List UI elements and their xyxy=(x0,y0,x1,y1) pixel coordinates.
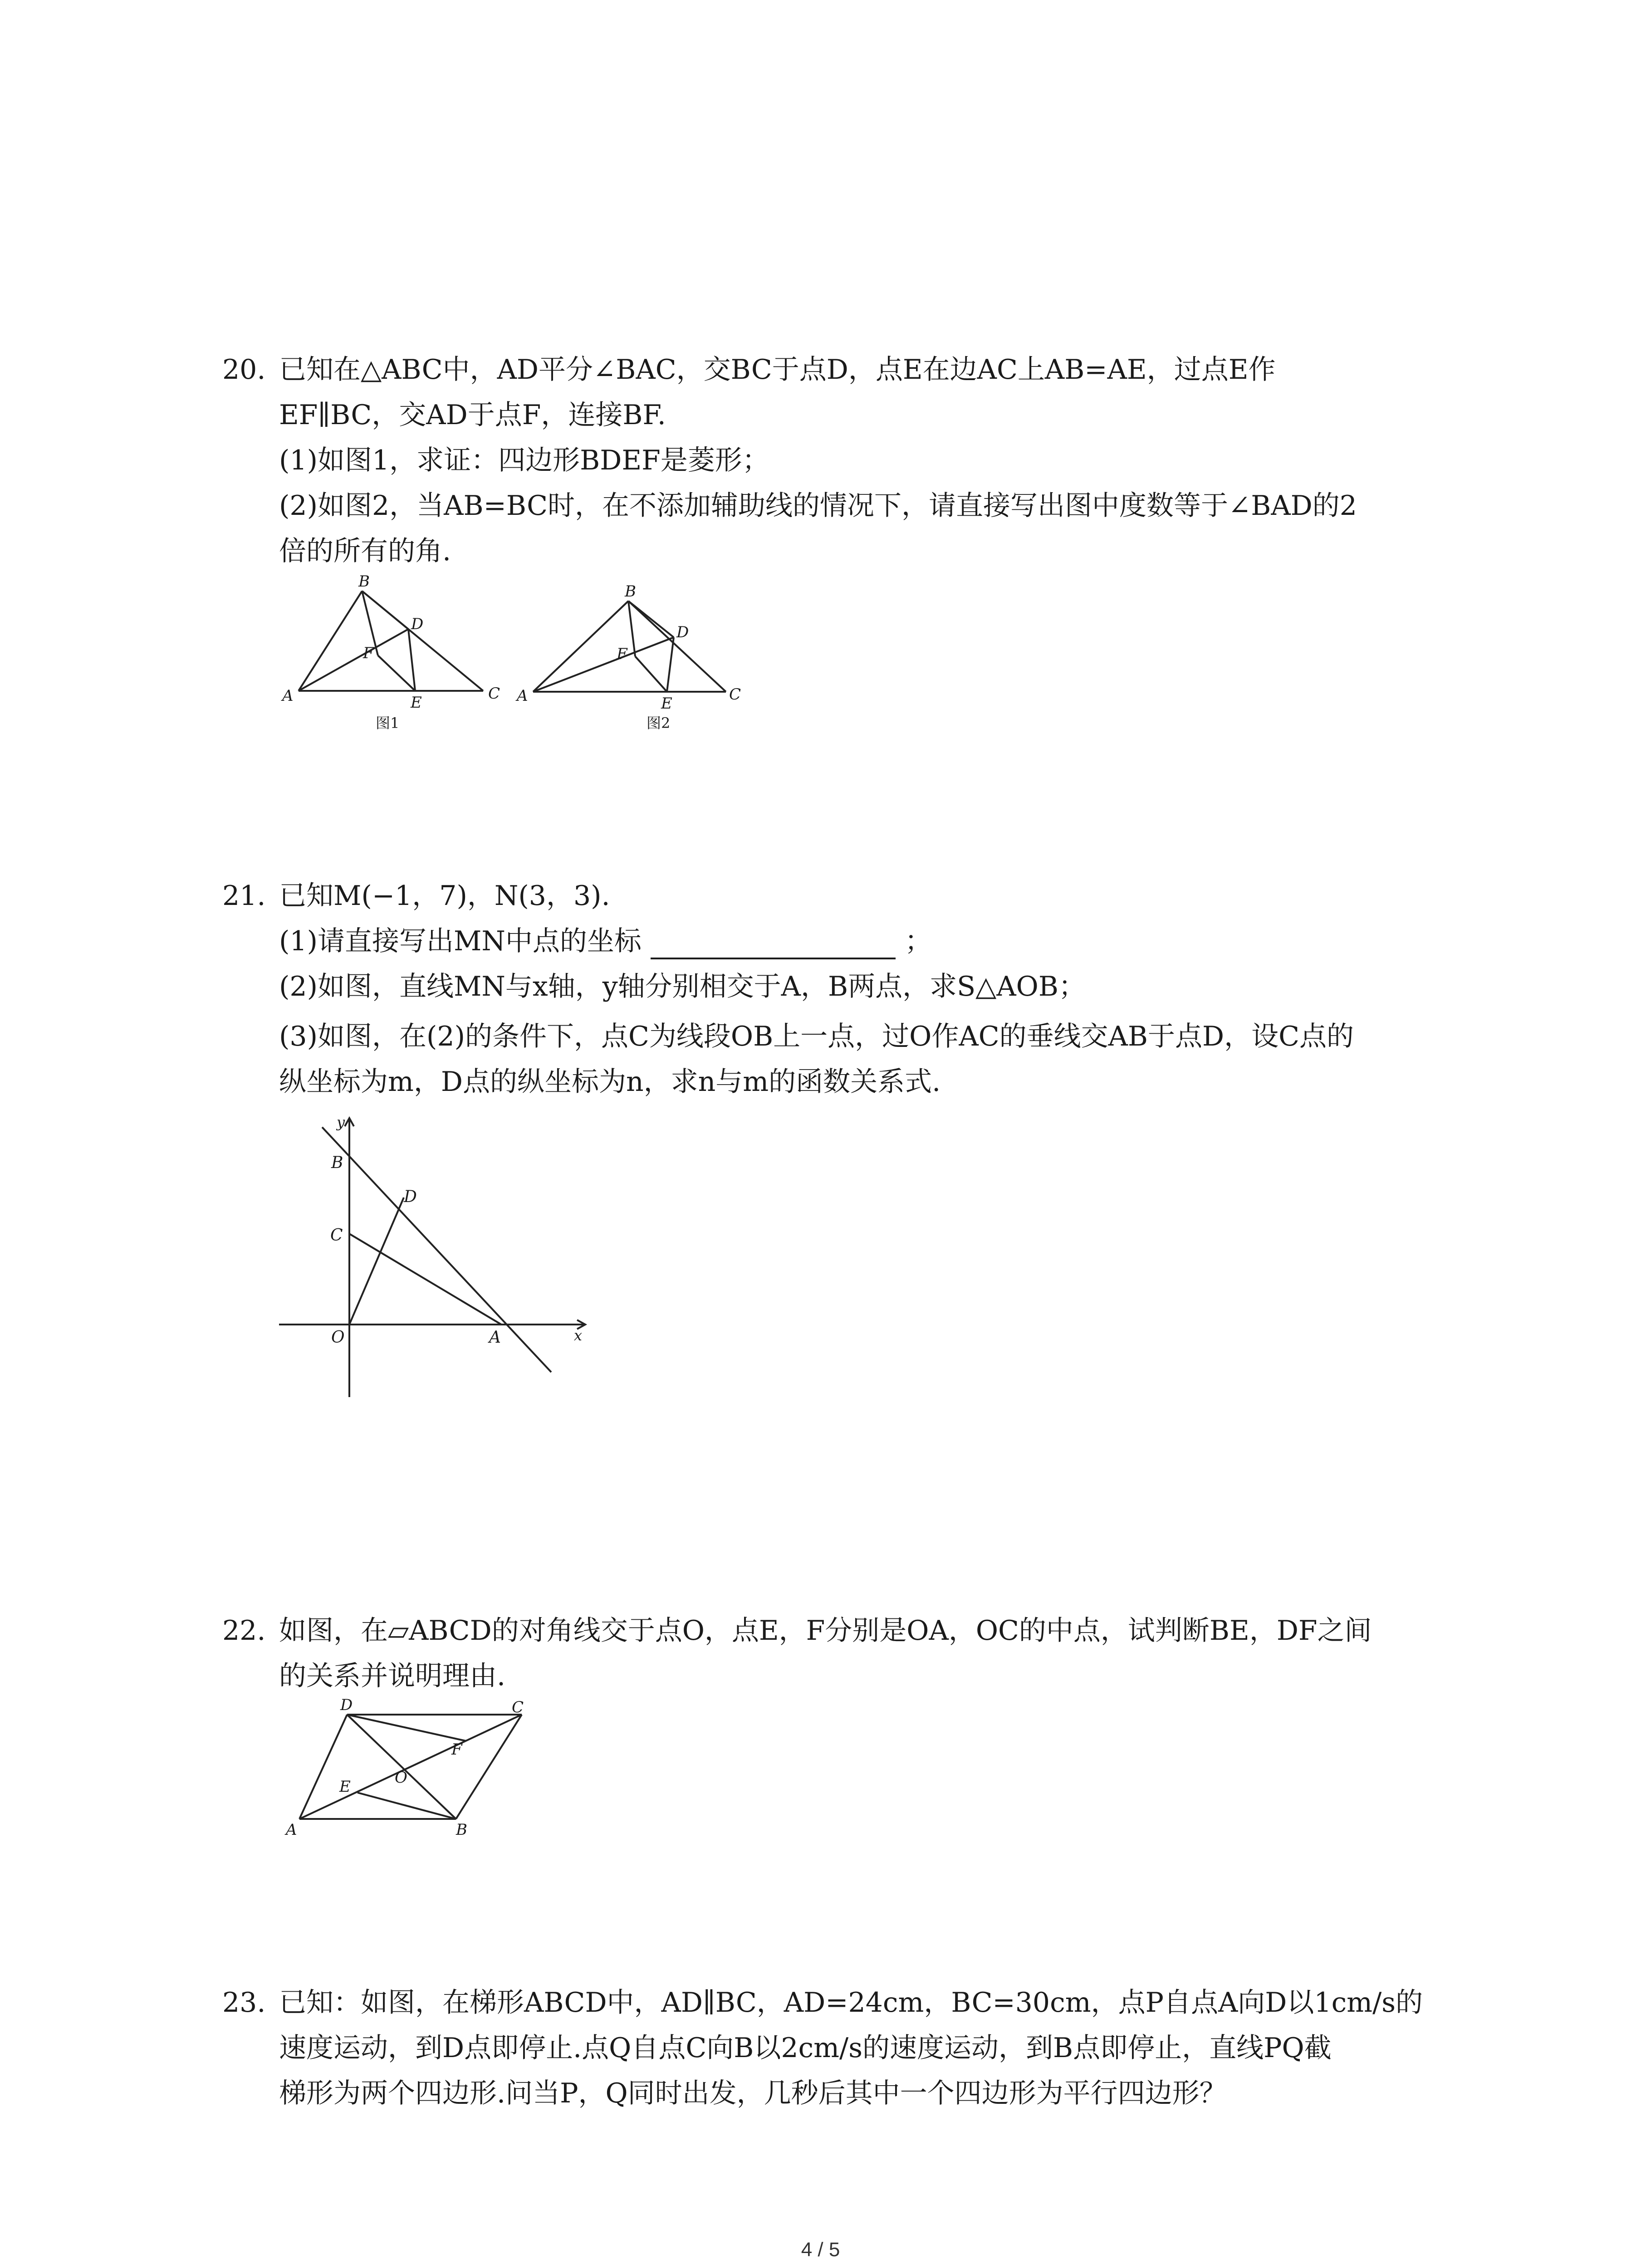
point-label-C: C xyxy=(488,684,500,703)
question-number: 20. xyxy=(222,354,266,386)
point-label-D: D xyxy=(676,623,689,641)
point-label-B: B xyxy=(331,1154,343,1172)
point-label-E: E xyxy=(661,694,672,713)
question-text-part: ； xyxy=(904,925,932,957)
point-label-C: C xyxy=(729,685,741,704)
question-text-line: 梯形为两个四边形.问当P，Q同时出发，几秒后其中一个四边形为平行四边形？ xyxy=(279,2077,1227,2109)
question-number: 21. xyxy=(222,880,266,912)
point-label-B: B xyxy=(358,572,370,591)
point-label-O: O xyxy=(331,1328,345,1347)
figure-caption: 图2 xyxy=(647,714,671,732)
page-number: 4 / 5 xyxy=(801,2239,840,2261)
point-label-A: A xyxy=(489,1328,501,1347)
question-text-line: 如图，在▱ABCD的对角线交于点O，点E，F分别是OA，OC的中点，试判断BE，DF之间 xyxy=(279,1615,1372,1647)
question-number: 22. xyxy=(222,1615,266,1647)
point-label-B: B xyxy=(456,1821,467,1839)
question-text-line xyxy=(279,923,932,959)
x-axis-label: x xyxy=(574,1327,583,1344)
figure-2-triangle xyxy=(510,578,746,742)
point-label-B: B xyxy=(625,582,636,601)
question-text-line: (1)如图1，求证：四边形BDEF是菱形； xyxy=(279,445,769,476)
point-label-A: A xyxy=(282,687,294,705)
point-label-D: D xyxy=(411,615,424,633)
question-text-line: (2)如图，直线MN与x轴，y轴分别相交于A，B两点，求S△AOB； xyxy=(279,971,1086,1002)
question-text-line: 速度运动，到D点即停止.点Q自点C向B以2cm/s的速度运动，到B点即停止，直线PQ截 xyxy=(279,2032,1332,2064)
question-text-line: EF∥BC，交AD于点F，连接BF. xyxy=(279,399,666,431)
question-text-part: (1)请直接写出MN中点的坐标 xyxy=(279,925,642,957)
point-label-F: F xyxy=(451,1740,462,1759)
point-label-A: A xyxy=(286,1821,297,1839)
point-label-D: D xyxy=(340,1696,353,1714)
point-label-O: O xyxy=(395,1769,407,1787)
y-axis-label: y xyxy=(337,1114,345,1131)
point-label-D: D xyxy=(404,1188,417,1206)
point-label-C: C xyxy=(512,1698,524,1716)
point-label-F: F xyxy=(617,645,627,663)
point-label-E: E xyxy=(411,694,422,712)
point-label-C: C xyxy=(330,1226,343,1245)
question-text-line: 纵坐标为m，D点的纵坐标为n，求n与m的函数关系式. xyxy=(279,1066,941,1098)
figure-1-triangle xyxy=(272,569,508,742)
question-text-line: (3)如图，在(2)的条件下，点C为线段OB上一点，过O作AC的垂线交AB于点D，设C点的 xyxy=(279,1021,1354,1052)
figure-parallelogram xyxy=(272,1696,544,1846)
figure-coordinate-plane xyxy=(268,1111,603,1406)
question-text-line: (2)如图2，当AB=BC时，在不添加辅助线的情况下，请直接写出图中度数等于∠BAD的2 xyxy=(279,490,1357,522)
point-label-A: A xyxy=(517,687,528,705)
question-number: 23. xyxy=(222,1987,266,2019)
figure-caption: 图1 xyxy=(376,714,400,732)
answer-blank[interactable] xyxy=(651,932,896,959)
question-text-line: 已知在△ABC中，AD平分∠BAC，交BC于点D，点E在边AC上AB=AE，过点E作 xyxy=(279,354,1276,386)
question-text-line: 的关系并说明理由. xyxy=(279,1660,506,1692)
point-label-E: E xyxy=(339,1778,351,1796)
question-text-line: 倍的所有的角. xyxy=(279,535,451,567)
question-text-line: 已知：如图，在梯形ABCD中，AD∥BC，AD=24cm，BC=30cm，点P自点A向D以1cm/s的 xyxy=(279,1987,1423,2019)
question-text-line: 已知M(−1，7)，N(3，3). xyxy=(279,880,610,912)
point-label-F: F xyxy=(363,644,374,662)
